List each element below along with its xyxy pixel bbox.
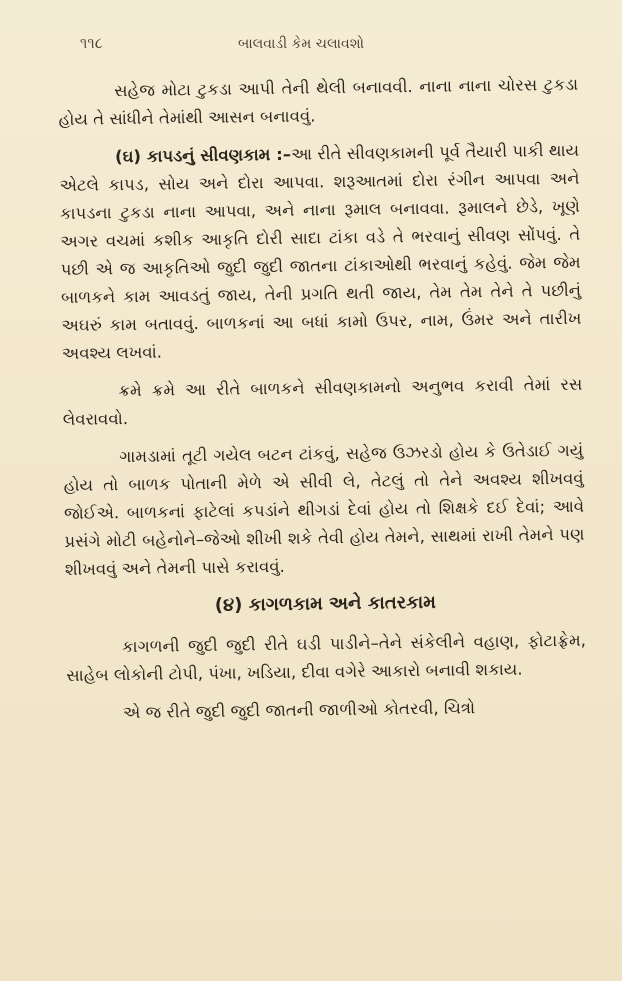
paragraph-1: સહેજ મોટા ટુકડા આપી તેની થેલી બનાવવી. નાના નાના ચોરસ ટુકડા હોય તે સાંધીને તેમાંથી આસન બનાવવું. bbox=[58, 74, 579, 129]
paragraph-6: એ જ રીતે જુદી જુદી જાતની જાળીઓ કોતરવી, ચિત્રો bbox=[122, 698, 476, 723]
subsection-heading-gha: (ઘ) કાપડનું સીવણકામ :– bbox=[114, 144, 292, 167]
paragraph-2-body: આ રીતે સીવણકામની પૂર્વ તૈયારી પાકી થાય એટલે કાપડ, સોય અને દોરા આપવા. શરૂઆતમાં દોરા રંગીન આપવા અને કાપડના ટુકડા નાના આપવા, અને નાના રૂમાલ બનાવવા. રૂમાલને છેડે, ખૂણે અગર વચમાં કશીક આકૃતિ દોરી સાદા ટાંકા વડે તે ભરવાનું સીવણ સોંપવું. તે પછી એ જ આકૃતિઓ જુદી જુદી જાતના ટાંકાઓથી ભરવાનું કહેવું. જેમ જેમ બાળકને કામ આવડતું જાય, તેની પ્રગતિ થતી જાય, તેમ તેમ તેને તે પછીનું અઘરું કામ બતાવવું. બાળકનાં આ બધાં કામો ઉપર, નામ, ઉંમર અને તારીખ અવશ્ય લખવાં. bbox=[59, 140, 582, 363]
section-heading-4: (૪) કાગળકામ અને કાતરકામ bbox=[214, 591, 437, 616]
paragraph-2 bbox=[59, 137, 582, 368]
body-text bbox=[58, 71, 587, 738]
running-title: બાલવાડી કેમ ચલાવશો bbox=[238, 36, 364, 52]
paragraph-4: ગામડામાં તૂટી ગયેલ બટન ટાંકવું, સહેજ ઉઝરડો હોય કે ઉતેડાઈ ગયું હોય તો બાળક પોતાની મેળે એ સીવી લે, તેટલું તો તેને અવશ્ય શીખવવું જોઈએ. બાળકનાં ફાટેલાં કપડાંને થીગડાં દેવાં હોય તો શિક્ષકે દઈ દેવાં; આવે પ્રસંગે મોટી બહેનોને–જેઓ શીખી શકે તેવી હોય તેમને, સાથમાં રાખી તેમને પણ શીખવવું અને તેમની પાસે કરાવવું. bbox=[63, 440, 585, 579]
page-number: ૧૧૮ bbox=[80, 34, 103, 52]
paragraph-5: કાગળની જુદી જુદી રીતે ઘડી પાડીને–તેને સંકેલીને વહાણ, ફોટાફ્રેમ, સાહેબ લોકોની ટોપી, પંખા, ખડિયા, દીવા વગેરે આકારો બનાવી શકાય. bbox=[66, 630, 587, 685]
page-header bbox=[80, 34, 562, 64]
paragraph-3: ક્રમે ક્રમે આ રીતે બાળકને સીવણકામનો અનુભવ કરાવી તેમાં રસ લેવરાવવો. bbox=[62, 374, 583, 429]
